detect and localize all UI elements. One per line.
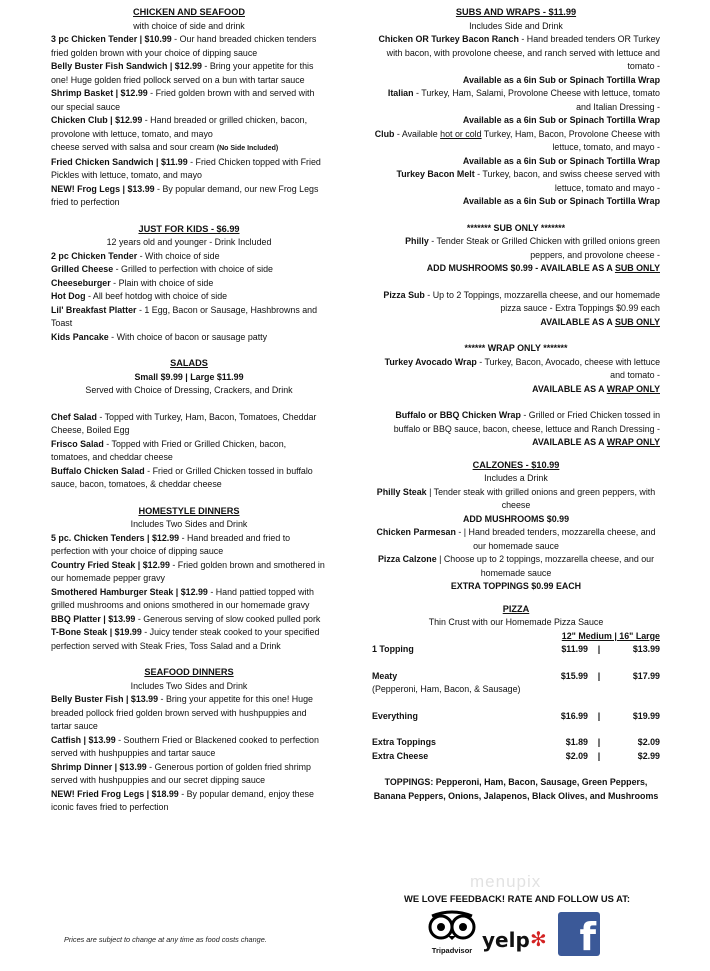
menu-item: Smothered Hamburger Steak | $12.99 - Hand pattied topped with grilled mushrooms and onions smothered in our homemade gravy xyxy=(51,586,314,610)
menu-item: Pizza Calzone | Choose up to 2 toppings, mozzarella cheese, and our homemade sauce xyxy=(377,554,655,578)
chicken-seafood-heading: CHICKEN AND SEAFOOD xyxy=(133,7,245,17)
extra-toppings-note: EXTRA TOPPINGS $0.99 EACH xyxy=(450,581,582,591)
tripadvisor-logo[interactable] xyxy=(424,910,480,955)
price-disclaimer: Prices are subject to change at any time as food costs change. xyxy=(64,935,267,944)
facebook-logo[interactable]: f xyxy=(558,912,600,956)
menu-item: Catfish | $13.99 - Southern Fried or Blackened cooked to perfection served with hushpuppies and tartar sauce xyxy=(51,734,319,758)
availability-note: Available as a 6in Sub or Spinach Tortilla Wrap xyxy=(462,196,660,206)
availability-note: Available as a 6in Sub or Spinach Tortilla Wrap xyxy=(462,155,660,166)
social-logos xyxy=(424,910,664,966)
availability-note: AVAILABLE AS A SUB ONLY xyxy=(540,316,660,327)
add-mushrooms-note: ADD MUSHROOMS $0.99 xyxy=(462,513,570,524)
menu-item: NEW! Frog Legs | $13.99 - By popular demand, our new Frog Legs fried to perfection xyxy=(51,183,319,207)
menu-item: Shrimp Basket | $12.99 - Fried golden brown with and served with our special sauce xyxy=(51,88,315,112)
menu-item: 2 pc Chicken Tender - With choice of side xyxy=(51,250,220,261)
menu-item: Chicken Parmesan - | Hand breaded tenders, mozzarella cheese, and our homemade sauce xyxy=(376,527,656,551)
menu-item: Chef Salad - Topped with Turkey, Ham, Bacon, Tomatoes, Cheddar Cheese, Boiled Egg xyxy=(51,411,317,435)
pizza-row: Extra Toppings $1.89 | $2.09 xyxy=(372,737,660,747)
menu-item-cheese-line: cheese served with salsa and sour cream (No Side Included) xyxy=(51,142,279,152)
menu-item: Buffalo Chicken Salad - Fried or Grilled Chicken tossed in buffalo sauce, bacon, tomatoes, & cheddar cheese xyxy=(51,465,313,489)
menu-item: Country Fried Steak | $12.99 - Fried golden brown and smothered in our homemade pepper gravy xyxy=(51,559,325,583)
menu-item: Chicken Club | $12.99 - Hand breaded or grilled chicken, bacon, provolone with lettuce, tomato, and mayo xyxy=(51,115,308,139)
tripadvisor-label: Tripadvisor xyxy=(431,946,473,955)
menu-item: NEW! Fried Frog Legs | $18.99 - By popular demand, enjoy these iconic faves fried to perfection xyxy=(51,788,314,812)
tripadvisor-owl-icon xyxy=(428,910,476,940)
chicken-seafood-sub: with choice of side and drink xyxy=(133,20,245,31)
sub-only-heading: ******* SUB ONLY ******* xyxy=(466,222,566,233)
homestyle-sub: Includes Two Sides and Drink xyxy=(130,519,248,529)
menu-item: Turkey Avocado Wrap - Turkey, Bacon, Avocado, cheese with lettuce and tomato - xyxy=(384,356,660,380)
seafood-heading: SEAFOOD DINNERS xyxy=(144,667,234,677)
yelp-burst-icon: ✻ xyxy=(530,929,547,951)
pizza-heading: PIZZA xyxy=(502,603,530,614)
seafood-sub: Includes Two Sides and Drink xyxy=(130,680,248,691)
menu-item: Philly Steak | Tender steak with grilled onions and green peppers, with cheese xyxy=(376,486,656,510)
menu-item: Lil' Breakfast Platter - 1 Egg, Bacon or Sausage, Hashbrowns and Toast xyxy=(51,304,318,328)
yelp-logo[interactable]: yelp xyxy=(482,928,530,952)
menu-item: BBQ Platter | $13.99 - Generous serving of slow cooked pulled pork xyxy=(51,613,321,624)
menu-item: 3 pc Chicken Tender | $10.99 - Our hand breaded chicken tenders fried golden brown with your choice of dipping sauce xyxy=(51,34,317,58)
subs-heading: SUBS AND WRAPS - $11.99 xyxy=(455,7,577,17)
menu-item: Grilled Cheese - Grilled to perfection with choice of side xyxy=(51,264,273,274)
calzones-sub: Includes a Drink xyxy=(484,473,548,483)
menu-item: Belly Buster Fish Sandwich | $12.99 - Bring your appetite for this one! Huge golden fried pollock served on a bun with tartar sauce xyxy=(51,61,314,85)
subs-sub: Includes Side and Drink xyxy=(469,20,563,31)
menu-item: Cheeseburger - Plain with choice of side xyxy=(51,277,214,288)
menu-item: Club - Available hot or cold Turkey, Ham, Bacon, Provolone Cheese with lettuce, tomato, and mayo - xyxy=(374,128,660,152)
kids-heading: JUST FOR KIDS - $6.99 xyxy=(138,223,240,234)
menu-item: Pizza Sub - Up to 2 Toppings, mozzarella cheese, and our homemade pizza sauce - Extra Toppings $0.99 each xyxy=(383,289,660,313)
calzones-heading: CALZONES - $10.99 xyxy=(472,459,560,470)
kids-sub: 12 years old and younger - Drink Included xyxy=(106,237,272,247)
watermark: menupix xyxy=(470,872,542,891)
availability-note: ADD MUSHROOMS $0.99 - AVAILABLE AS A SUB ONLY xyxy=(426,263,660,273)
left-column xyxy=(51,6,327,815)
right-column xyxy=(372,6,660,803)
salads-heading: SALADS xyxy=(170,358,208,368)
availability-note: Available as a 6in Sub or Spinach Tortilla Wrap xyxy=(462,115,660,125)
menu-item: Buffalo or BBQ Chicken Wrap - Grilled or Fried Chicken tossed in buffalo or BBQ sauce, bacon, cheese, lettuce and Ranch Dressing - xyxy=(393,410,660,434)
availability-note: AVAILABLE AS A WRAP ONLY xyxy=(532,437,660,447)
pizza-sub: Thin Crust with our Homemade Pizza Sauce xyxy=(428,617,604,627)
availability-note: Available as a 6in Sub or Spinach Tortilla Wrap xyxy=(462,74,660,85)
availability-note: AVAILABLE AS A WRAP ONLY xyxy=(532,383,660,394)
menu-item: Frisco Salad - Topped with Fried or Grilled Chicken, bacon, tomatoes, and cheddar cheese xyxy=(51,438,287,462)
menu-item: Italian - Turkey, Ham, Salami, Provolone Cheese with lettuce, tomato and Italian Dressing - xyxy=(387,88,660,112)
salads-prices: Small $9.99 | Large $11.99 xyxy=(134,371,244,382)
menu-item: Chicken OR Turkey Bacon Ranch - Hand breaded tenders OR Turkey with bacon, with provolone cheese, and ranch served with lettuce and tomato - xyxy=(378,34,660,71)
menu-item: 5 pc. Chicken Tenders | $12.99 - Hand breaded and fried to perfection with your choice of dipping sauce xyxy=(51,532,291,556)
menu-item: T-Bone Steak | $19.99 - Juicy tender steak cooked to your specified perfection served with Steak Fries, Toss Salad and a Drink xyxy=(51,627,320,651)
menu-item: Hot Dog - All beef hotdog with choice of side xyxy=(51,291,228,301)
homestyle-heading: HOMESTYLE DINNERS xyxy=(138,505,240,516)
menu-item: Shrimp Dinner | $13.99 - Generous portion of golden fried shrimp served with hushpuppies and our secret dipping sauce xyxy=(51,761,311,785)
pizza-row: Everything $16.99 | $19.99 xyxy=(372,710,660,721)
pizza-size-header: 12" Medium | 16" Large xyxy=(561,630,660,641)
menu-item: Fried Chicken Sandwich | $11.99 - Fried Chicken topped with Fried Pickles with lettuce, tomato, and mayo xyxy=(51,156,321,180)
pizza-row: 1 Topping $11.99 | $13.99 xyxy=(372,644,660,654)
menu-item: Belly Buster Fish | $13.99 - Bring your appetite for this one! Huge breaded pollock fried golden brown served with hushpuppies and tartar sauce xyxy=(51,694,313,731)
salads-sub: Served with Choice of Dressing, Crackers, and Drink xyxy=(85,385,293,395)
wrap-only-heading: ****** WRAP ONLY ******* xyxy=(464,343,568,353)
pizza-row: Meaty $15.99 | $17.99 xyxy=(372,670,660,681)
pizza-toppings: TOPPINGS: Pepperoni, Ham, Bacon, Sausage, Green Peppers, Banana Peppers, Onions, Jalapenos, Black Olives, and Mushrooms xyxy=(373,777,659,801)
meaty-note: (Pepperoni, Ham, Bacon, & Sausage) xyxy=(372,684,521,694)
feedback-text: WE LOVE FEEDBACK! RATE AND FOLLOW US AT: xyxy=(403,893,631,904)
pizza-row: Extra Cheese $2.09 | $2.99 xyxy=(372,750,660,761)
menu-item: Philly - Tender Steak or Grilled Chicken with grilled onions green peppers, and provolone cheese - xyxy=(405,236,660,260)
menu-item: Kids Pancake - With choice of bacon or sausage patty xyxy=(51,331,268,342)
menu-item: Turkey Bacon Melt - Turkey, bacon, and swiss cheese served with lettuce, tomato and mayo - xyxy=(396,169,660,193)
